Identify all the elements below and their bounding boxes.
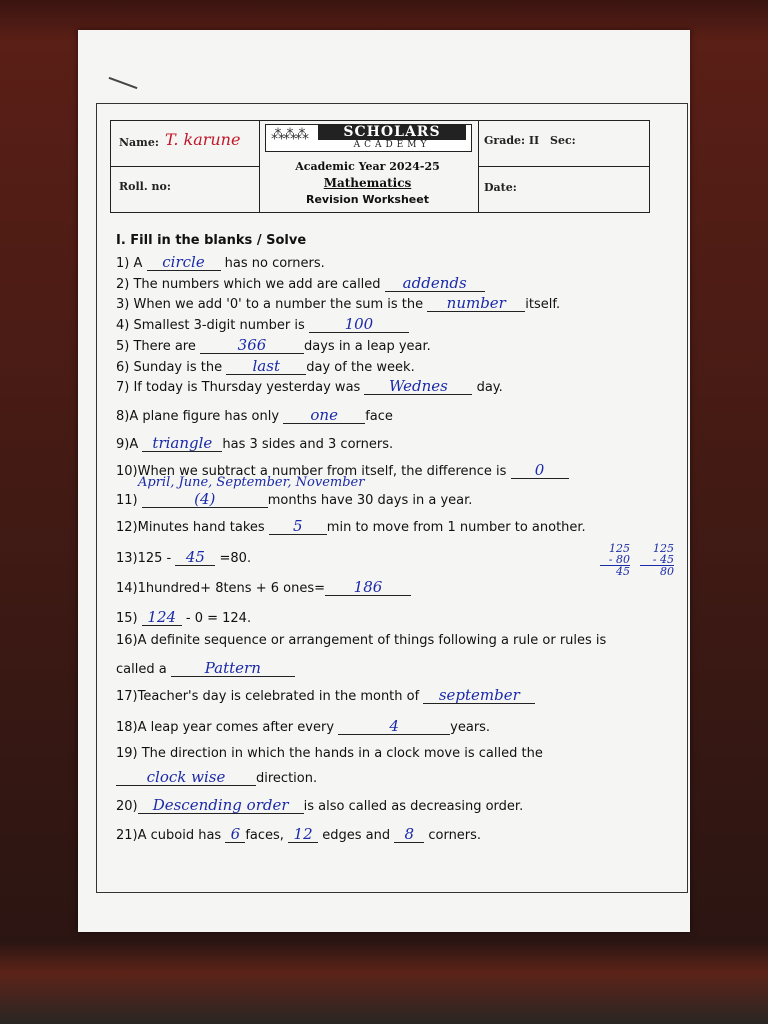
subject-title: Mathematics <box>323 176 412 190</box>
answer-7: Wednes <box>364 379 472 395</box>
question-16-cont: called a Pattern <box>116 661 295 677</box>
question-17: 17)Teacher's day is celebrated in the month of september <box>116 688 535 704</box>
question-9: 9)A triangle has 3 sides and 3 corners. <box>116 434 394 452</box>
question-4: 4) Smallest 3-digit number is 100 <box>116 317 409 333</box>
question-14: 14)1hundred+ 8tens + 6 ones= 186 <box>116 580 411 596</box>
answer-12: 5 <box>269 519 327 535</box>
answer-15: 124 <box>142 610 182 626</box>
date-label: Date: <box>484 181 517 194</box>
grade-label: Grade: II <box>484 134 540 147</box>
question-3: 3) When we add '0' to a number the sum is the number itself. <box>116 294 561 312</box>
question-10: 10)When we subtract a number from itself, the difference is 0 <box>116 463 569 479</box>
answer-3: number <box>427 296 525 312</box>
question-11: 11) (4) months have 30 days in a year. <box>116 490 473 508</box>
answer-21-faces: 6 <box>225 827 245 843</box>
logo-subtitle: ACADEMY <box>318 139 466 150</box>
question-5: 5) There are 366 days in a leap year. <box>116 336 431 354</box>
calculation-b: 125 - 45 80 <box>640 543 674 577</box>
answer-11-months: April, June, September, November <box>138 475 365 490</box>
question-21: 21)A cuboid has 6 faces, 12 edges and 8 corners. <box>116 825 482 843</box>
question-18: 18)A leap year comes after every 4 years. <box>116 717 491 735</box>
question-19: 19) The direction in which the hands in a clock move is called the <box>116 746 543 761</box>
answer-8: one <box>283 408 365 424</box>
question-20: 20) Descending order is also called as decreasing order. <box>116 796 524 814</box>
academic-year: Academic Year 2024-25 <box>295 160 440 173</box>
answer-1: circle <box>147 255 221 271</box>
answer-14: 186 <box>325 580 411 596</box>
answer-13: 45 <box>175 550 215 566</box>
answer-18: 4 <box>338 719 450 735</box>
question-16: 16)A definite sequence or arrangement of things following a rule or rules is <box>116 633 607 648</box>
answer-17: september <box>423 688 535 704</box>
question-6: 6) Sunday is the last day of the week. <box>116 357 415 375</box>
answer-9: triangle <box>142 436 222 452</box>
name-label: Name: <box>119 136 159 149</box>
logo-emblem-icon: ⁂⁂⁂ <box>271 127 307 143</box>
answer-21-edges: 12 <box>288 827 318 843</box>
answer-4: 100 <box>309 317 409 333</box>
section-title: I. Fill in the blanks / Solve <box>116 233 307 248</box>
worksheet-title: Revision Worksheet <box>305 193 429 206</box>
calculation-a: 125 - 80 45 <box>600 543 630 577</box>
section-label: Sec: <box>550 134 576 147</box>
roll-label: Roll. no: <box>119 180 171 193</box>
question-13: 13)125 - 45 =80. <box>116 548 252 566</box>
question-8: 8)A plane figure has only one face <box>116 406 393 424</box>
answer-6: last <box>226 359 306 375</box>
question-7: 7) If today is Thursday yesterday was Wednes day. <box>116 377 503 395</box>
question-15: 15) 124 - 0 = 124. <box>116 608 252 626</box>
answer-19: clock wise <box>116 770 256 786</box>
answer-21-corners: 8 <box>394 827 424 843</box>
answer-11: (4) <box>142 492 268 508</box>
answer-10: 0 <box>511 463 569 479</box>
logo-title: SCHOLARS <box>318 125 466 139</box>
question-12: 12)Minutes hand takes 5 min to move from 1 number to another. <box>116 517 586 535</box>
answer-5: 366 <box>200 338 304 354</box>
question-1: 1) A circle has no corners. <box>116 253 325 271</box>
answer-20: Descending order <box>138 798 304 814</box>
answer-2: addends <box>385 276 485 292</box>
question-2: 2) The numbers which we add are called addends <box>116 276 485 292</box>
answer-16: Pattern <box>171 661 295 677</box>
student-name: T. karune <box>165 130 241 149</box>
question-19-cont: clock wise direction. <box>116 770 317 786</box>
